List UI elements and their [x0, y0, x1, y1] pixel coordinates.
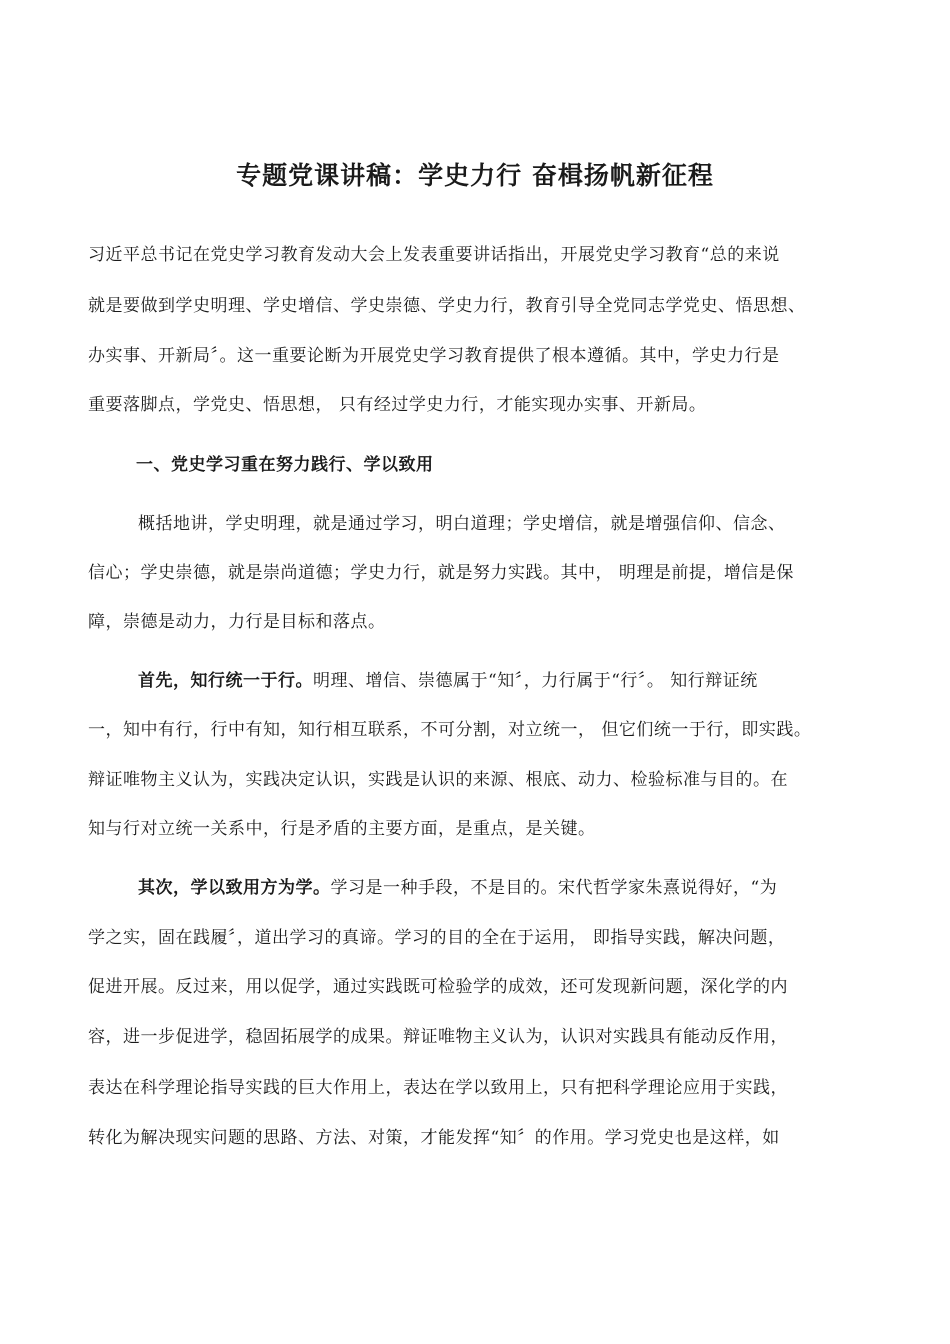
- intro-line-1: 习近平总书记在党史学习教育发动大会上发表重要讲话指出，开展党史学习教育“总的来说: [88, 245, 780, 265]
- para3-line-2: 学之实，固在践履〞，道出学习的真谛。学习的目的全在于运用， 即指导实践，解决问题，: [88, 928, 786, 948]
- para3-line-3: 促进开展。反过来，用以促学，通过实践既可检验学的成效，还可发现新问题，深化学的内: [88, 977, 788, 997]
- para3-line-6: 转化为解决现实问题的思路、方法、对策，才能发挥“知〞的作用。学习党史也是这样，如: [88, 1128, 780, 1148]
- intro-line-4: 重要落脚点，学党史、悟思想， 只有经过学史力行，才能实现办实事、开新局。: [88, 395, 707, 415]
- section-heading: 一、党史学习重在努力践行、学以致用: [136, 455, 434, 475]
- para1-line-3: 障，崇德是动力，力行是目标和落点。: [88, 612, 386, 632]
- para2-line-2: 一，知中有行，行中有知，知行相互联系，不可分割，对立统一， 但它们统一于行，即实践。: [88, 720, 812, 740]
- para3-first-rest: 学习是一种手段，不是目的。宋代哲学家朱熹说得好，“为: [330, 878, 778, 898]
- page-title: 专题党课讲稿：学史力行 奋楫扬帆新征程: [236, 161, 714, 190]
- para3-line-1: [138, 880, 777, 897]
- para1-line-1: 概括地讲，学史明理，就是通过学习，明白道理；学史增信，就是增强信仰、信念、: [138, 514, 786, 534]
- para3-line-4: 容，进一步促进学，稳固拓展学的成果。辩证唯物主义认为，认识对实践具有能动反作用，: [88, 1027, 788, 1047]
- para1-line-2: 信心；学史崇德，就是崇尚道德；学史力行，就是努力实践。其中， 明理是前提，增信是保: [88, 563, 794, 583]
- intro-line-3: 办实事、开新局〞。这一重要论断为开展党史学习教育提供了根本遵循。其中，学史力行是: [88, 346, 780, 366]
- para3-line-5: 表达在科学理论指导实践的巨大作用上，表达在学以致用上，只有把科学理论应用于实践，: [88, 1078, 788, 1098]
- para3-lead: 其次，学以致用方为学。: [138, 878, 331, 898]
- para2-lead: 首先，知行统一于行。: [138, 671, 313, 691]
- para2-line-4: 知与行对立统一关系中，行是矛盾的主要方面，是重点，是关键。: [88, 819, 596, 839]
- intro-line-2: 就是要做到学史明理、学史增信、学史崇德、学史力行，教育引导全党同志学党史、悟思想、: [88, 296, 806, 316]
- para2-line-1: [138, 673, 758, 690]
- para2-first-rest: 明理、增信、崇德属于“知〞，力行属于“行〞。 知行辩证统: [313, 671, 758, 691]
- para2-line-3: 辩证唯物主义认为，实践决定认识，实践是认识的来源、根底、动力、检验标准与目的。在: [88, 770, 788, 790]
